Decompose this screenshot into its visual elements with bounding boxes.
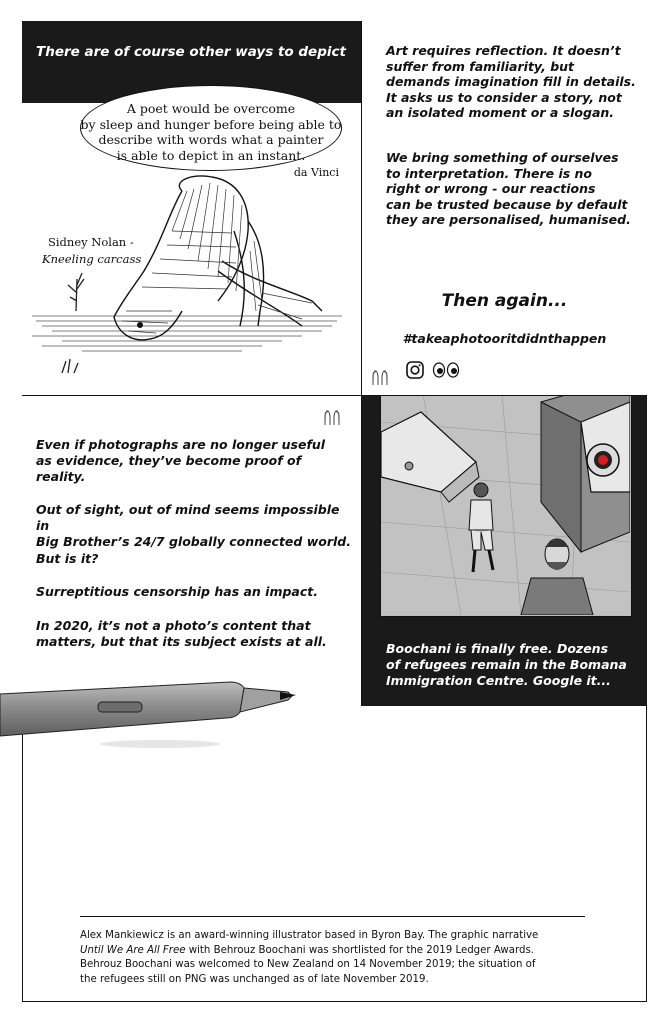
text-line: as evidence, they’ve become proof of reality. bbox=[36, 453, 302, 484]
quote-line: by sleep and hunger before being able to bbox=[80, 116, 342, 132]
text-line: In 2020, it’s not a photo’s content that bbox=[36, 618, 311, 633]
footer-line: Behrouz Boochani was welcomed to New Zealand on 14 November 2019; the situation of bbox=[80, 959, 536, 970]
artwork-title: Kneeling carcass bbox=[42, 252, 142, 266]
evidence-paragraph bbox=[36, 437, 354, 485]
raised-hands-icon bbox=[322, 408, 342, 426]
instagram-icon bbox=[406, 361, 424, 379]
text-line: of refugees remain in the Bomana bbox=[386, 657, 627, 672]
text-line: Out of sight, out of mind seems impossible in bbox=[36, 502, 340, 533]
footer-credits bbox=[80, 929, 590, 987]
kneeling-carcass-illustration bbox=[22, 161, 362, 396]
footer-line bbox=[80, 944, 590, 959]
footer-line: Alex Mankiewicz is an award-winning illustrator based in Byron Bay. The graphic narrative bbox=[80, 930, 539, 941]
big-brother-paragraph bbox=[36, 502, 354, 550]
raised-hands-icon bbox=[370, 368, 390, 386]
footer-line-rest: with Behrouz Boochani was shortlisted for the 2019 Ledger Awards. bbox=[185, 944, 534, 956]
text-line: Big Brother’s 24/7 globally connected world. bbox=[36, 534, 351, 549]
text-line: Immigration Centre. Google it... bbox=[386, 673, 611, 688]
interpretation-paragraph bbox=[386, 150, 638, 228]
text-line: Even if photographs are no longer useful bbox=[36, 437, 326, 452]
quote-line: describe with words what a painter bbox=[98, 132, 324, 147]
but-is-it-line: But is it? bbox=[36, 551, 99, 566]
text-line: matters, but that its subject exists at all. bbox=[36, 634, 327, 649]
text-line: to interpretation. There is no bbox=[386, 165, 593, 181]
text-line: demands imagination fill in details. bbox=[386, 74, 636, 89]
text-line: an isolated moment or a slogan. bbox=[386, 105, 615, 120]
da-vinci-quote bbox=[80, 101, 342, 163]
panel-photographs bbox=[22, 396, 362, 706]
art-reflection-paragraph bbox=[386, 43, 638, 121]
text-line: We bring something of ourselves bbox=[386, 150, 619, 165]
footer-line: the refugees still on PNG was unchanged as of late November 2019. bbox=[80, 973, 429, 985]
panel-da-vinci bbox=[22, 21, 362, 396]
stylus-pen-illustration bbox=[0, 664, 320, 754]
footer-rule bbox=[80, 916, 585, 917]
surveillance-scene bbox=[381, 396, 630, 615]
carcass-eye bbox=[137, 322, 143, 328]
subject-exists-paragraph bbox=[36, 618, 354, 650]
quote-line: is able to depict in an instant. bbox=[116, 147, 306, 163]
text-line: Boochani is finally free. Dozens bbox=[386, 641, 609, 656]
text-line: Art requires reflection. It doesn’t bbox=[386, 43, 621, 58]
quote-line: A poet would be overcome bbox=[126, 101, 296, 116]
panel1-heading: There are of course other ways to depict bbox=[36, 44, 346, 60]
then-again-heading: Then again... bbox=[441, 291, 568, 311]
text-line: can be trusted because by default bbox=[386, 196, 628, 212]
eyes-icon bbox=[432, 362, 460, 378]
text-line: right or wrong - our reactions bbox=[386, 181, 596, 196]
book-title: Until We Are All Free bbox=[80, 944, 186, 956]
quote-attribution: da Vinci bbox=[293, 166, 339, 179]
text-line: It asks us to consider a story, not bbox=[386, 89, 622, 105]
artwork-artist: Sidney Nolan - bbox=[48, 235, 134, 249]
red-lens bbox=[598, 455, 608, 465]
boochani-caption bbox=[386, 641, 638, 689]
hashtag: #takeaphotooritdidnthappen bbox=[402, 331, 607, 346]
panel-boochani bbox=[362, 396, 647, 706]
text-line: they are personalised, humanised. bbox=[386, 212, 631, 227]
text-line: suffer from familiarity, but bbox=[386, 58, 575, 74]
censorship-line: Surreptitious censorship has an impact. bbox=[36, 584, 318, 599]
surveillance-illustration bbox=[380, 396, 632, 617]
emoji-row bbox=[402, 354, 460, 386]
panel-art-reflection bbox=[362, 21, 647, 396]
